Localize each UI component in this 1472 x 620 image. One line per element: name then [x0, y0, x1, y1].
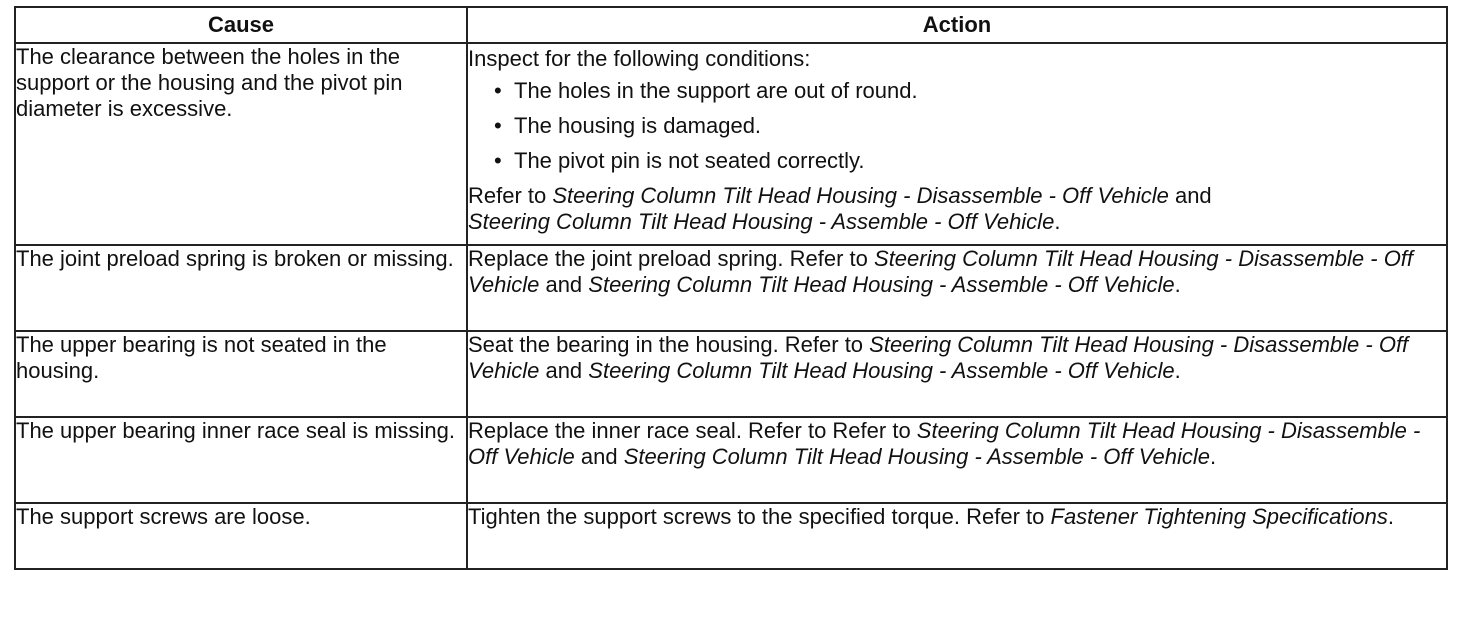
reference-link-assemble[interactable]: Steering Column Tilt Head Housing - Assemble - Off Vehicle	[588, 272, 1175, 297]
reference-link-fastener-specs[interactable]: Fastener Tightening Specifications	[1050, 504, 1388, 529]
cause-column-header: Cause	[15, 7, 467, 43]
header-row	[15, 7, 1447, 43]
condition-item: • The pivot pin is not seated correctly.	[494, 148, 865, 173]
inspect-intro: Inspect for the following conditions:	[468, 46, 811, 71]
action-text: Replace the joint preload spring. Refer to	[468, 246, 875, 271]
cause-cell	[15, 245, 467, 331]
cause-text: The upper bearing is not seated in the housing.	[16, 332, 387, 383]
action-column-header: Action	[467, 7, 1447, 43]
condition-item: • The housing is damaged.	[494, 113, 762, 138]
table-row	[15, 417, 1447, 503]
condition-item: • The holes in the support are out of round.	[494, 78, 918, 103]
reference-link-disassemble[interactable]: Steering Column Tilt Head Housing - Disassemble - Off Vehicle	[468, 246, 1414, 297]
action-cell: Replace the inner race seal. Refer to Refer to Steering Column Tilt Head Housing - Disassemble - Off Vehicle and Steering Column Tilt Head Housing - Assemble - Off Vehicle.	[467, 417, 1447, 503]
bullet-icon: •	[494, 148, 502, 173]
action-text: Replace the inner race seal. Refer to Refer to	[468, 418, 917, 443]
cause-cell	[15, 331, 467, 417]
table-row	[15, 245, 1447, 331]
cause-text: The support screws are loose.	[16, 504, 311, 529]
cause-cell	[15, 43, 467, 245]
action-cell: Tighten the support screws to the specified torque. Refer to Fastener Tightening Specifications.	[467, 503, 1447, 569]
diagnostic-table	[14, 6, 1448, 570]
cause-text: The upper bearing inner race seal is missing.	[16, 418, 456, 443]
reference-link-disassemble[interactable]: Steering Column Tilt Head Housing - Disassemble - Off Vehicle	[468, 332, 1409, 383]
cause-text: The joint preload spring is broken or missing.	[16, 246, 454, 271]
bullet-icon: •	[494, 78, 502, 103]
cause-cell	[15, 503, 467, 569]
action-text: Seat the bearing in the housing. Refer to	[468, 332, 870, 357]
condition-list	[468, 78, 1446, 174]
action-cell: Replace the joint preload spring. Refer to Steering Column Tilt Head Housing - Disassemble - Off Vehicle and Steering Column Tilt Head Housing - Assemble - Off Vehicle.	[467, 245, 1447, 331]
reference-text: Refer to Steering Column Tilt Head Housing - Disassemble - Off Vehicle and Steering Column Tilt Head Housing - Assemble - Off Vehicle.	[468, 183, 1212, 234]
table-row	[15, 43, 1447, 245]
action-text: Tighten the support screws to the specified torque. Refer to	[468, 504, 1051, 529]
reference-link-assemble[interactable]: Steering Column Tilt Head Housing - Assemble - Off Vehicle	[468, 209, 1055, 234]
action-cell	[467, 43, 1447, 245]
reference-link-disassemble[interactable]: Steering Column Tilt Head Housing - Disassemble - Off Vehicle	[552, 183, 1169, 208]
cause-text: The clearance between the holes in the support or the housing and the pivot pin diameter is excessive.	[16, 44, 403, 121]
bullet-icon: •	[494, 113, 502, 138]
reference-link-disassemble[interactable]: Steering Column Tilt Head Housing - Disassemble - Off Vehicle	[468, 418, 1421, 469]
reference-link-assemble[interactable]: Steering Column Tilt Head Housing - Assemble - Off Vehicle	[588, 358, 1175, 383]
table-row	[15, 503, 1447, 569]
action-cell: Seat the bearing in the housing. Refer to Steering Column Tilt Head Housing - Disassemble - Off Vehicle and Steering Column Tilt Head Housing - Assemble - Off Vehicle.	[467, 331, 1447, 417]
table-row	[15, 331, 1447, 417]
reference-link-assemble[interactable]: Steering Column Tilt Head Housing - Assemble - Off Vehicle	[623, 444, 1211, 469]
cause-cell	[15, 417, 467, 503]
